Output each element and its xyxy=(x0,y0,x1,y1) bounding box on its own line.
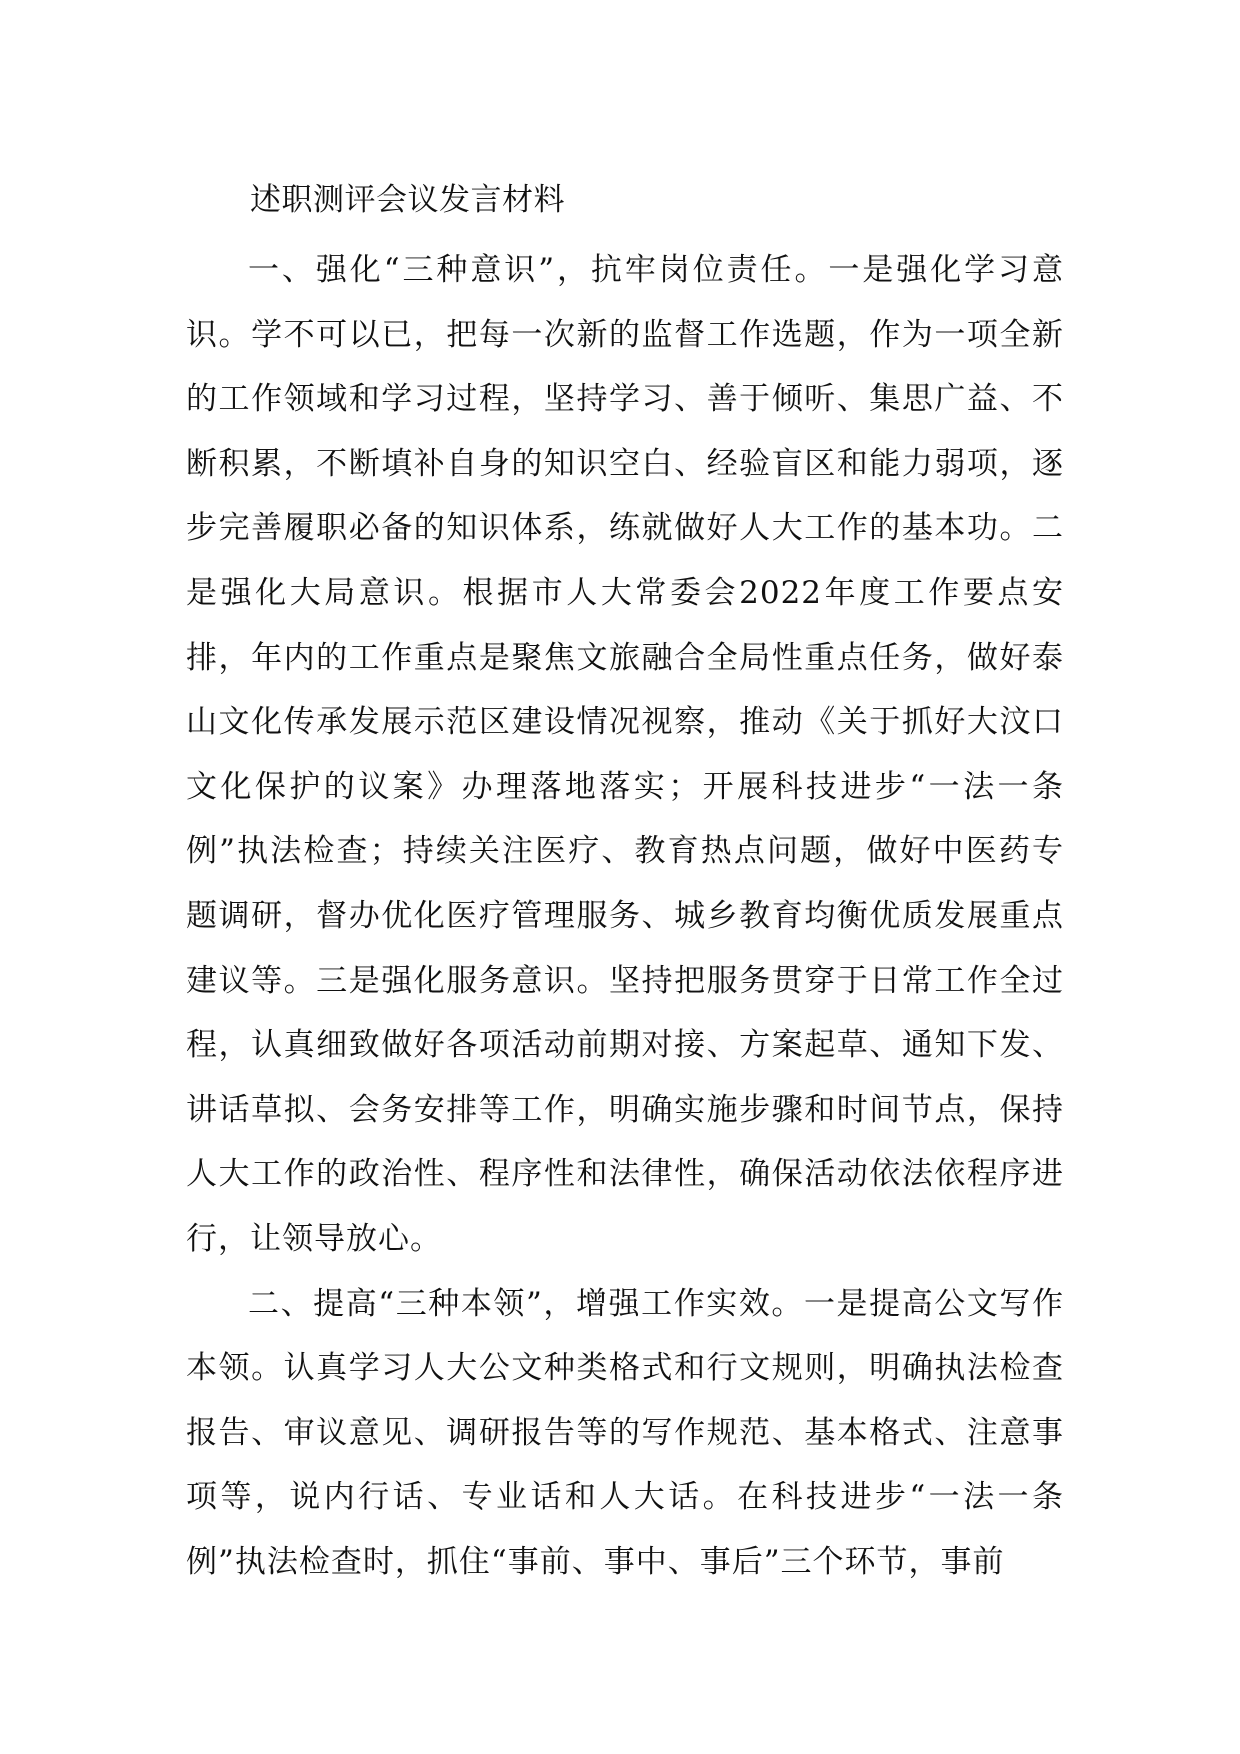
document-title: 述职测评会议发言材料 xyxy=(250,182,565,218)
paragraph-2: 二、提高“三种本领”，增强工作实效。一是提高公文写作本领。认真学习人大公文种类格式和行文规则，明确执法检查报告、审议意见、调研报告等的写作规范、基本格式、注意事项等，说内行话、专业话和人大话。在科技进步“一法一条例”执法检查时，抓住“事前、事中、事后”三个环节，事前 xyxy=(186,1285,1064,1580)
document-body xyxy=(186,238,1064,1594)
paragraph-1: 一、强化“三种意识”，抗牢岗位责任。一是强化学习意识。学不可以已，把每一次新的监督工作选题，作为一项全新的工作领域和学习过程，坚持学习、善于倾听、集思广益、不断积累，不断填补自身的知识空白、经验盲区和能力弱项，逐步完善履职必备的知识体系，练就做好人大工作的基本功。二是强化大局意识。根据市人大常委会2022年度工作要点安排，年内的工作重点是聚焦文旅融合全局性重点任务，做好泰山文化传承发展示范区建设情况视察，推动《关于抓好大汶口文化保护的议案》办理落地落实；开展科技进步“一法一条例”执法检查；持续关注医疗、教育热点问题，做好中医药专题调研，督办优化医疗管理服务、城乡教育均衡优质发展重点建议等。三是强化服务意识。坚持把服务贯穿于日常工作全过程，认真细致做好各项活动前期对接、方案起草、通知下发、讲话草拟、会务安排等工作，明确实施步骤和时间节点，保持人大工作的政治性、程序性和法律性，确保活动依法依程序进行，让领导放心。 xyxy=(186,252,1064,1257)
